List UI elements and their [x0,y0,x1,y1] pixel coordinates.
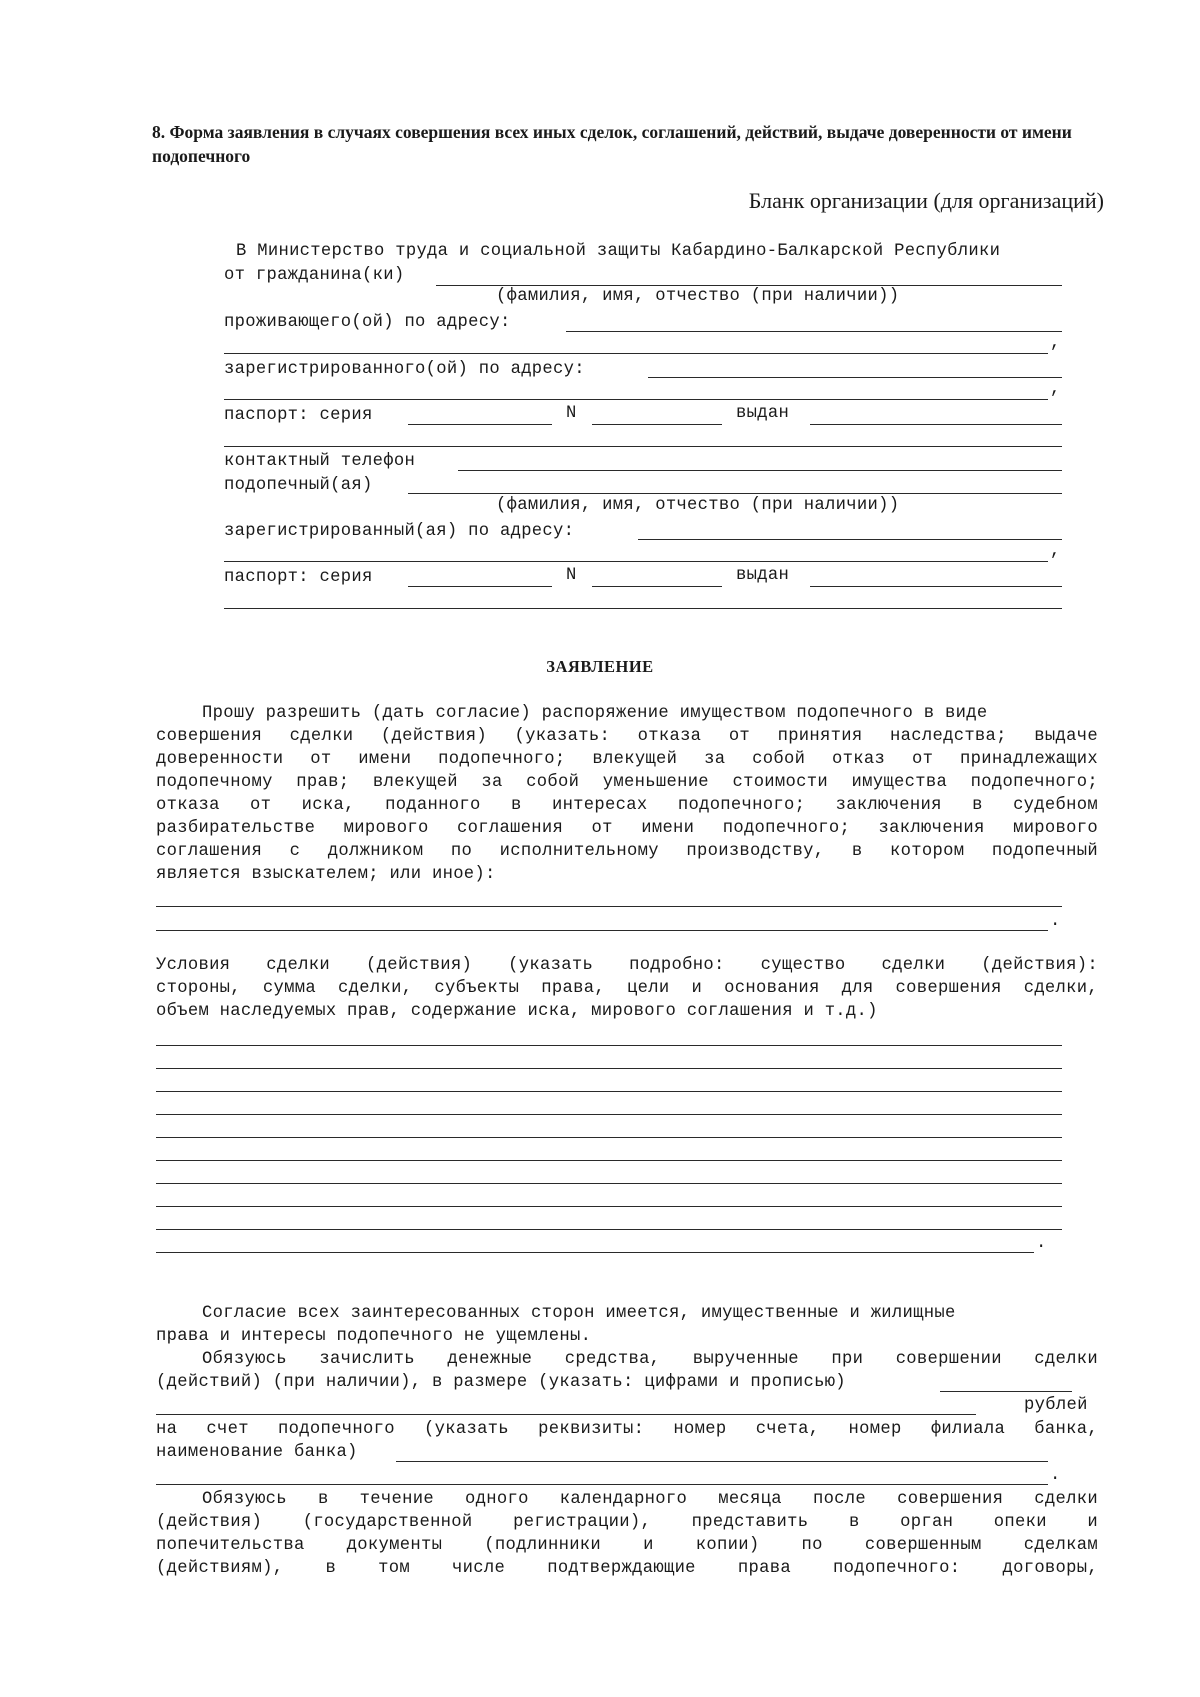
ward-label: подопечный(ая) [224,476,373,495]
conditions-text-line: стороны, сумма сделки, субъекты права, цели и основания для совершения сделки, [156,979,1098,998]
passport-issued-field-2[interactable] [224,446,1062,447]
request-text-line: подопечному прав; влекущей за собой уменьшение стоимости имущества подопечного; [156,773,1098,792]
funds-text-line: Обязуюсь зачислить денежные средства, вырученные при совершении сделки [202,1350,1098,1369]
residing-address-field[interactable] [566,331,1062,332]
letterhead-label: Бланк организации (для организаций) [748,188,1104,213]
request-text-line: доверенности от имени подопечного; влекущей за собой отказ от принадлежащих [156,750,1098,769]
passport-issued-field[interactable] [810,586,1062,587]
documents-text-line: (действиям), в том числе подтверждающие права подопечного: договоры, [156,1559,1098,1578]
comma-mark: , [1050,380,1061,399]
passport-number-field[interactable] [592,586,722,587]
registered-address-field[interactable] [648,377,1062,378]
request-text-line: разбирательстве мирового соглашения от имени подопечного; заключения мирового [156,819,1098,838]
registered-address-label: зарегистрированного(ой) по адресу: [224,360,585,379]
request-text-line: соглашения с должником по исполнительному производству, в котором подопечный [156,842,1098,861]
conditions-text-line: Условия сделки (действия) (указать подробно: существо сделки (действия): [156,956,1098,975]
conditions-field[interactable] [156,1252,1034,1253]
comma-mark: , [1050,542,1061,561]
conditions-field[interactable] [156,1045,1062,1046]
citizen-name-field[interactable] [436,285,1062,286]
conditions-field[interactable] [156,1183,1062,1184]
registered-address-field-2[interactable] [224,399,1048,400]
conditions-field[interactable] [156,1229,1062,1230]
conditions-field[interactable] [156,1206,1062,1207]
passport-issued-field[interactable] [810,424,1062,425]
request-details-field[interactable] [156,906,1062,907]
amount-field-2[interactable] [156,1414,976,1415]
passport-number-field[interactable] [592,424,722,425]
funds-text-line: на счет подопечного (указать реквизиты: номер счета, номер филиала банка, [156,1420,1098,1439]
documents-text-line: Обязуюсь в течение одного календарного месяца после совершения сделки [202,1490,1098,1509]
ward-name-field[interactable] [408,493,1062,494]
amount-field[interactable] [940,1391,1072,1392]
conditions-field[interactable] [156,1137,1062,1138]
ministry-line: В Министерство труда и социальной защиты Кабардино-Балкарской Республики [236,242,1001,261]
ward-registered-address-field-2[interactable] [224,561,1048,562]
ward-registered-address-field[interactable] [638,539,1062,540]
consent-text-line: Согласие всех заинтересованных сторон имеется, имущественные и жилищные [202,1304,956,1323]
period-mark: . [1050,1466,1061,1485]
comma-mark: , [1050,334,1061,353]
consent-text-line: права и интересы подопечного не ущемлены. [156,1327,592,1346]
passport-issued-label: выдан [736,404,790,423]
passport-series-label: паспорт: серия [224,406,373,425]
conditions-text-line: объем наследуемых прав, содержание иска, мирового соглашения и т.д.) [156,1002,878,1021]
conditions-field[interactable] [156,1068,1062,1069]
rubles-label: рублей [1024,1396,1088,1415]
contact-phone-label: контактный телефон [224,452,416,471]
passport-series-field[interactable] [408,586,552,587]
request-text-line: отказа от иска, поданного в интересах подопечного; заключения в судебном [156,796,1098,815]
passport-issued-field-2[interactable] [224,608,1062,609]
fio-hint: (фамилия, имя, отчество (при наличии)) [496,496,900,515]
bank-details-field[interactable] [396,1461,1048,1462]
request-text-line: Прошу разрешить (дать согласие) распоряжение имуществом подопечного в виде [202,704,988,723]
contact-phone-field[interactable] [458,470,1062,471]
conditions-field[interactable] [156,1091,1062,1092]
request-text-line: является взыскателем; или иное): [156,865,496,884]
period-mark: . [1036,1234,1047,1253]
from-citizen-label: от гражданина(ки) [224,266,405,285]
ward-registered-address-label: зарегистрированный(ая) по адресу: [224,522,575,541]
passport-number-label: N [566,566,577,585]
documents-text-line: попечительства документы (подлинники и копии) по совершенным сделкам [156,1536,1098,1555]
residing-address-field-2[interactable] [224,353,1048,354]
funds-text-line: (действий) (при наличии), в размере (указать: цифрами и прописью) [156,1373,846,1392]
conditions-field[interactable] [156,1114,1062,1115]
statement-title: ЗАЯВЛЕНИЕ [546,657,654,676]
period-mark: . [1050,912,1061,931]
request-details-field[interactable] [156,930,1048,931]
conditions-field[interactable] [156,1160,1062,1161]
passport-number-label: N [566,404,577,423]
passport-issued-label: выдан [736,566,790,585]
request-text-line: совершения сделки (действия) (указать: отказа от принятия наследства; выдаче [156,727,1098,746]
form-heading: 8. Форма заявления в случаях совершения всех иных сделок, соглашений, действий, выдаче доверенности от имени подопечного [152,122,1072,166]
passport-series-field[interactable] [408,424,552,425]
documents-text-line: (действия) (государственной регистрации), представить в орган опеки и [156,1513,1098,1532]
residing-address-label: проживающего(ой) по адресу: [224,313,511,332]
bank-details-field-2[interactable] [156,1484,1048,1485]
funds-text-line: наименование банка) [156,1443,358,1462]
fio-hint: (фамилия, имя, отчество (при наличии)) [496,287,900,306]
passport-series-label: паспорт: серия [224,568,373,587]
